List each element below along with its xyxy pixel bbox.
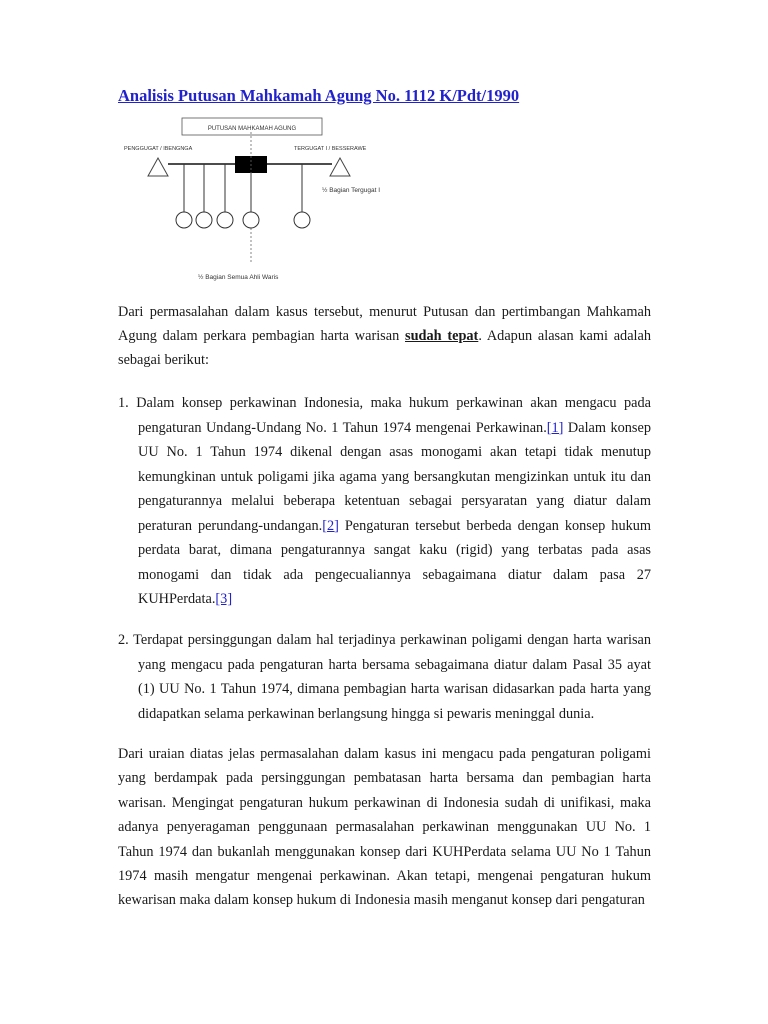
document-title: Analisis Putusan Mahkamah Agung No. 1112 K/Pdt/1990 xyxy=(118,86,520,105)
defendant-label: TERGUGAT I / BESSERAWE xyxy=(294,146,367,152)
paragraph-intro-text: Dari permasalahan dalam kasus tersebut, menurut Putusan dan pertimbangan Mahkamah Agung dalam perkara pembagian harta warisan xyxy=(118,304,651,344)
court-decision-label: PUTUSAN MAHKAMAH AGUNG xyxy=(207,126,297,132)
heir-circle-5 xyxy=(294,212,310,228)
list-item-1 xyxy=(118,391,651,612)
heirs-share-label: ½ Bagian Semua Ahli Waris xyxy=(198,274,279,281)
heir-circle-1 xyxy=(176,212,192,228)
heir-circle-4 xyxy=(243,212,259,228)
defendant-triangle xyxy=(330,158,350,176)
plaintiff-triangle xyxy=(148,158,168,176)
footnote-link-1[interactable]: [1] xyxy=(546,419,564,436)
list-item-1-text-b: Dalam konsep UU No. 1 Tahun 1974 dikenal dengan asas monogami akan tetapi tidak menutup kemungkinan untuk poligami jika agama yang bersangkutan mengizinkan untuk itu dan pengaturannya melalui beberapa ketentuan sebagai persyaratan yang diatur dalam peraturan perundang-undangan. xyxy=(138,419,651,534)
footnote-link-3[interactable]: [3] xyxy=(215,591,233,607)
paragraph-intro-tail: . Adapun alasan kami adalah sebagai berikut: xyxy=(118,328,652,368)
list-item-1-text-a: 1. Dalam konsep perkawinan Indonesia, maka hukum perkawinan akan mengacu pada pengaturan Undang-Undang No. 1 Tahun 1974 mengenai Perkawinan. xyxy=(118,395,651,436)
plaintiff-label: PENGGUGAT / IBENGNGA xyxy=(124,146,193,152)
paragraph-intro-emphasis: sudah tepat xyxy=(405,328,479,344)
list-item-2: 2. Terdapat persinggungan dalam hal terjadinya perkawinan poligami dengan harta warisan yang mengacu pada pengaturan harta bersama sebagaimana diatur dalam Pasal 35 ayat (1) UU No. 1 Tahun 1974, dimana pembagian harta warisan didasarkan pada harta yang didapatkan selama perkawinan berlangsung hingga si pewaris meninggal dunia. xyxy=(118,632,651,722)
inheritance-diagram xyxy=(110,112,410,292)
heir-circle-2 xyxy=(196,212,212,228)
heir-circle-3 xyxy=(217,212,233,228)
paragraph-intro xyxy=(118,300,651,372)
paragraph-conclusion: Dari uraian diatas jelas permasalahan dalam kasus ini mengacu pada pengaturan poligami yang berdampak pada persinggungan pembatasan harta bersama dan pembagian harta warisan. Mengingat pengaturan hukum perkawinan di Indonesia sudah di unifikasi, maka adanya penyeragaman penggunaan permasalahan perkawinan menggunakan UU No. 1 Tahun 1974 dan bukanlah menggunakan konsep dari KUHPerdata selama UU No 1 Tahun 1974 masih mengatur mengenai perkawinan. Akan tetapi, mengenai pengaturan hukum kewarisan maka dalam konsep hukum di Indonesia masih menganut konsep dari pengaturan xyxy=(118,746,651,909)
list-item-1-text-c: Pengaturan tersebut berbeda dengan konsep hukum perdata barat, dimana pengaturannya sangat kaku (rigid) yang terbatas pada asas monogami dan tidak ada pengecualiannya sebagaimana diatur dalam pasa 27 KUHPerdata. xyxy=(138,517,652,607)
defendant-share-label: ½ Bagian Tergugat I xyxy=(322,187,381,194)
footnote-link-2[interactable]: [2] xyxy=(322,517,339,534)
